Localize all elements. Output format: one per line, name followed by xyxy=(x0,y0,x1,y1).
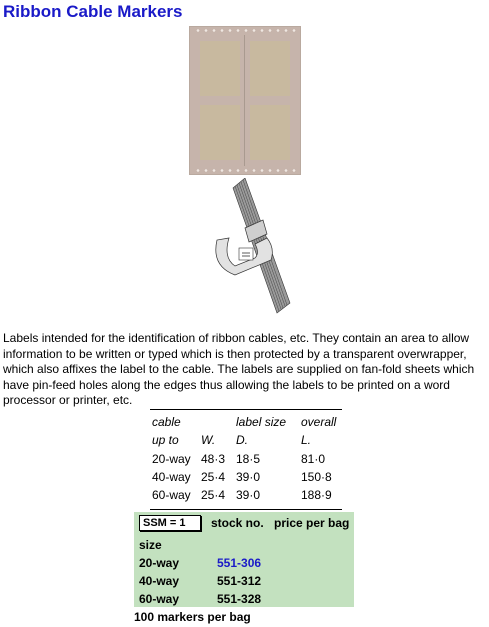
ribbon-cable-illustration xyxy=(205,178,295,318)
table-header-cell: L. xyxy=(301,433,312,448)
stock-number: 551-328 xyxy=(217,592,262,606)
stock-number-link[interactable]: 551-306 xyxy=(217,556,262,570)
size-cell: 60-way xyxy=(139,592,180,606)
table-cell: 40-way xyxy=(152,469,191,484)
table-header-cell: D. xyxy=(236,433,248,448)
table-cell: 39·0 xyxy=(236,469,261,484)
table-cell: 150·8 xyxy=(301,469,332,484)
table-header-cell: overall xyxy=(301,415,337,429)
table-cell: 25·4 xyxy=(201,488,226,503)
size-header: size xyxy=(139,538,162,552)
label-area xyxy=(250,105,290,160)
table-row xyxy=(139,592,349,607)
intro-paragraph: Labels intended for the identification of ribbon cables, etc. They contain an area to allow information to be written or typed which is then protected by a transparent overwrapper, which also affixes the label to the cable. The labels are supplied on fan-fold sheets which have pin-feed holes along the edges thus allowing the labels to be printed on a word processor or printer, etc. xyxy=(3,331,475,407)
label-area xyxy=(250,41,290,96)
stock-no-header: stock no. xyxy=(211,516,264,530)
price-header: price per bag xyxy=(274,516,350,530)
sheet-divider xyxy=(244,35,245,166)
table-cell: 39·0 xyxy=(236,488,261,503)
table-header-cell: W. xyxy=(201,433,216,448)
table-header-cell: label size xyxy=(236,415,287,429)
ordering-table xyxy=(134,512,354,607)
table-row xyxy=(150,452,342,470)
table-cell: 25·4 xyxy=(201,469,226,484)
table-cell: 81·0 xyxy=(301,451,326,466)
table-header-row xyxy=(150,433,342,451)
table-row xyxy=(150,470,342,488)
ssm-badge: SSM = 1 xyxy=(139,515,201,531)
stock-number: 551-312 xyxy=(217,574,262,588)
size-cell: 40-way xyxy=(139,574,180,588)
table-row xyxy=(139,556,349,571)
label-area xyxy=(200,41,240,96)
table-row xyxy=(150,488,342,506)
table-cell: 60-way xyxy=(152,488,191,503)
table-header-row xyxy=(150,415,342,433)
table-header-cell: up to xyxy=(152,433,179,448)
table-cell: 18·5 xyxy=(236,451,261,466)
table-cell: 48·3 xyxy=(201,451,226,466)
bag-quantity-note: 100 markers per bag xyxy=(134,610,251,624)
table-cell: 20-way xyxy=(152,451,191,466)
pin-feed-holes xyxy=(194,29,296,32)
table-header-cell: cable xyxy=(152,415,181,429)
label-area xyxy=(200,105,240,160)
size-header-row xyxy=(139,538,349,553)
size-cell: 20-way xyxy=(139,556,180,570)
dimensions-table xyxy=(150,409,342,510)
label-sheet-image xyxy=(189,26,301,175)
table-row xyxy=(139,574,349,589)
page-title: Ribbon Cable Markers xyxy=(3,2,183,21)
table-cell: 188·9 xyxy=(301,488,332,503)
pin-feed-holes xyxy=(194,169,296,172)
